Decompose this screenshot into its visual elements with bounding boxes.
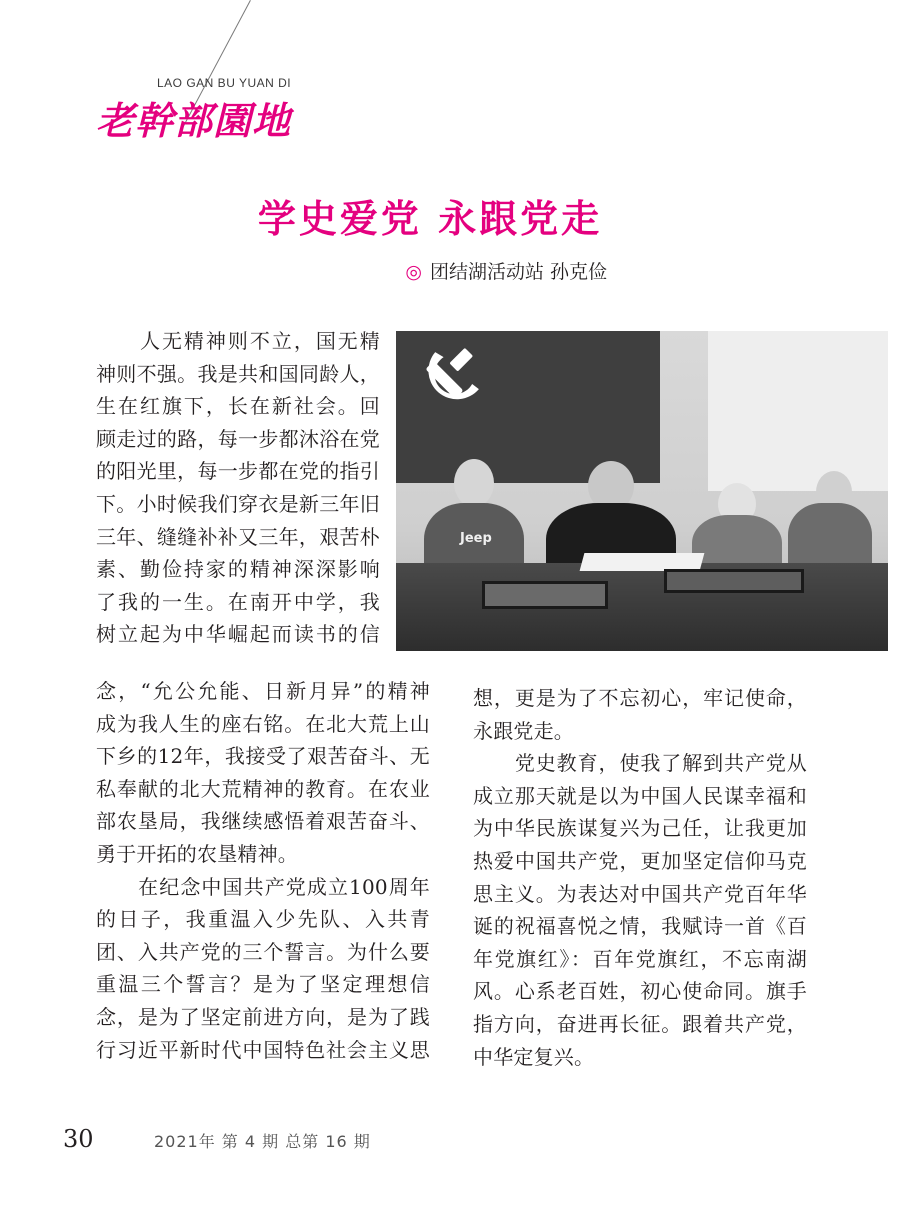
column-name-cn: 老幹部園地 [96, 98, 292, 143]
text-line: 下乡的12年，我接受了艰苦奋斗、无 [96, 744, 430, 769]
text-line: 为中华民族谋复兴为己任，让我更加 [473, 816, 807, 841]
text-line: 诞的祝福喜悦之情，我赋诗一首《百 [473, 914, 807, 939]
text-line: 部农垦局，我继续感悟着艰苦奋斗、 [96, 809, 430, 834]
window-background [708, 331, 888, 491]
text-line: 顾走过的路，每一步都沐浴在党 [96, 426, 380, 451]
text-line: 中华定复兴。 [473, 1044, 595, 1069]
text-line: 重温三个誓言？是为了坚定理想信 [96, 972, 430, 997]
text-line: 指方向，奋进再长征。跟着共产党， [473, 1011, 807, 1036]
body-text-right [473, 682, 807, 1073]
text-line: 勇于开拓的农垦精神。 [96, 841, 298, 866]
text-line: 神则不强。我是共和国同龄人， [96, 361, 380, 386]
party-banner [396, 331, 660, 483]
meeting-photo [396, 331, 888, 651]
byline [405, 257, 607, 284]
text-line: 热爱中国共产党，更加坚定信仰马克 [473, 848, 807, 873]
column-name-en: LAO GAN BU YUAN DI [157, 76, 292, 90]
text-line: 人无精神则不立，国无精 [96, 329, 380, 353]
meeting-table [396, 563, 888, 651]
text-line: 下。小时候我们穿衣是新三年旧 [96, 491, 380, 516]
text-line: 生在红旗下，长在新社会。回 [96, 394, 380, 419]
issue-info: 2021年 第 4 期 总第 16 期 [154, 1132, 371, 1151]
text-line: 了我的一生。在南开中学，我 [96, 589, 380, 614]
text-line: 风。心系老百姓，初心使命同。旗手 [473, 979, 807, 1004]
text-line: 素、勤俭持家的精神深深影响 [96, 557, 380, 582]
party-emblem-icon [410, 337, 494, 421]
body-text-left-top [96, 325, 380, 651]
byline-mark: ◎ [405, 261, 422, 283]
text-line: 念，“允公允能、日新月异”的精神 [96, 679, 430, 703]
text-line: 三年、缝缝补补又三年，艰苦朴 [96, 524, 380, 549]
page-number: 30 [63, 1125, 94, 1153]
text-line: 的阳光里，每一步都在党的指引 [96, 459, 380, 484]
text-line: 成为我人生的座右铭。在北大荒上山 [96, 711, 430, 736]
certificate-frame [664, 569, 804, 593]
text-line: 行习近平新时代中国特色社会主义思 [96, 1037, 430, 1062]
text-line: 想，更是为了不忘初心，牢记使命， [473, 686, 807, 710]
person-head [454, 459, 494, 507]
article-title: 学史爱党 永跟党走 [257, 196, 603, 241]
body-text-left-bottom [96, 675, 430, 1066]
text-line: 思主义。为表达对中国共产党百年华 [473, 881, 807, 906]
text-line: 永跟党走。 [473, 718, 574, 743]
shirt-logo: Jeep [460, 531, 492, 546]
text-line: 念，是为了坚定前进方向，是为了践 [96, 1004, 430, 1029]
text-line: 在纪念中国共产党成立100周年 [96, 874, 430, 899]
text-line: 的日子，我重温入少先队、入共青 [96, 907, 430, 932]
certificate-frame [482, 581, 608, 609]
text-line: 成立那天就是以为中国人民谋幸福和 [473, 783, 807, 808]
text-line: 党史教育，使我了解到共产党从 [473, 751, 807, 776]
text-line: 团、入共产党的三个誓言。为什么要 [96, 939, 430, 964]
text-line: 年党旗红》：百年党旗红，不忘南湖 [473, 946, 807, 971]
text-line: 树立起为中华崛起而读书的信 [96, 622, 380, 647]
byline-author: 团结湖活动站 孙克俭 [429, 261, 607, 283]
text-line: 私奉献的北大荒精神的教育。在农业 [96, 776, 430, 801]
